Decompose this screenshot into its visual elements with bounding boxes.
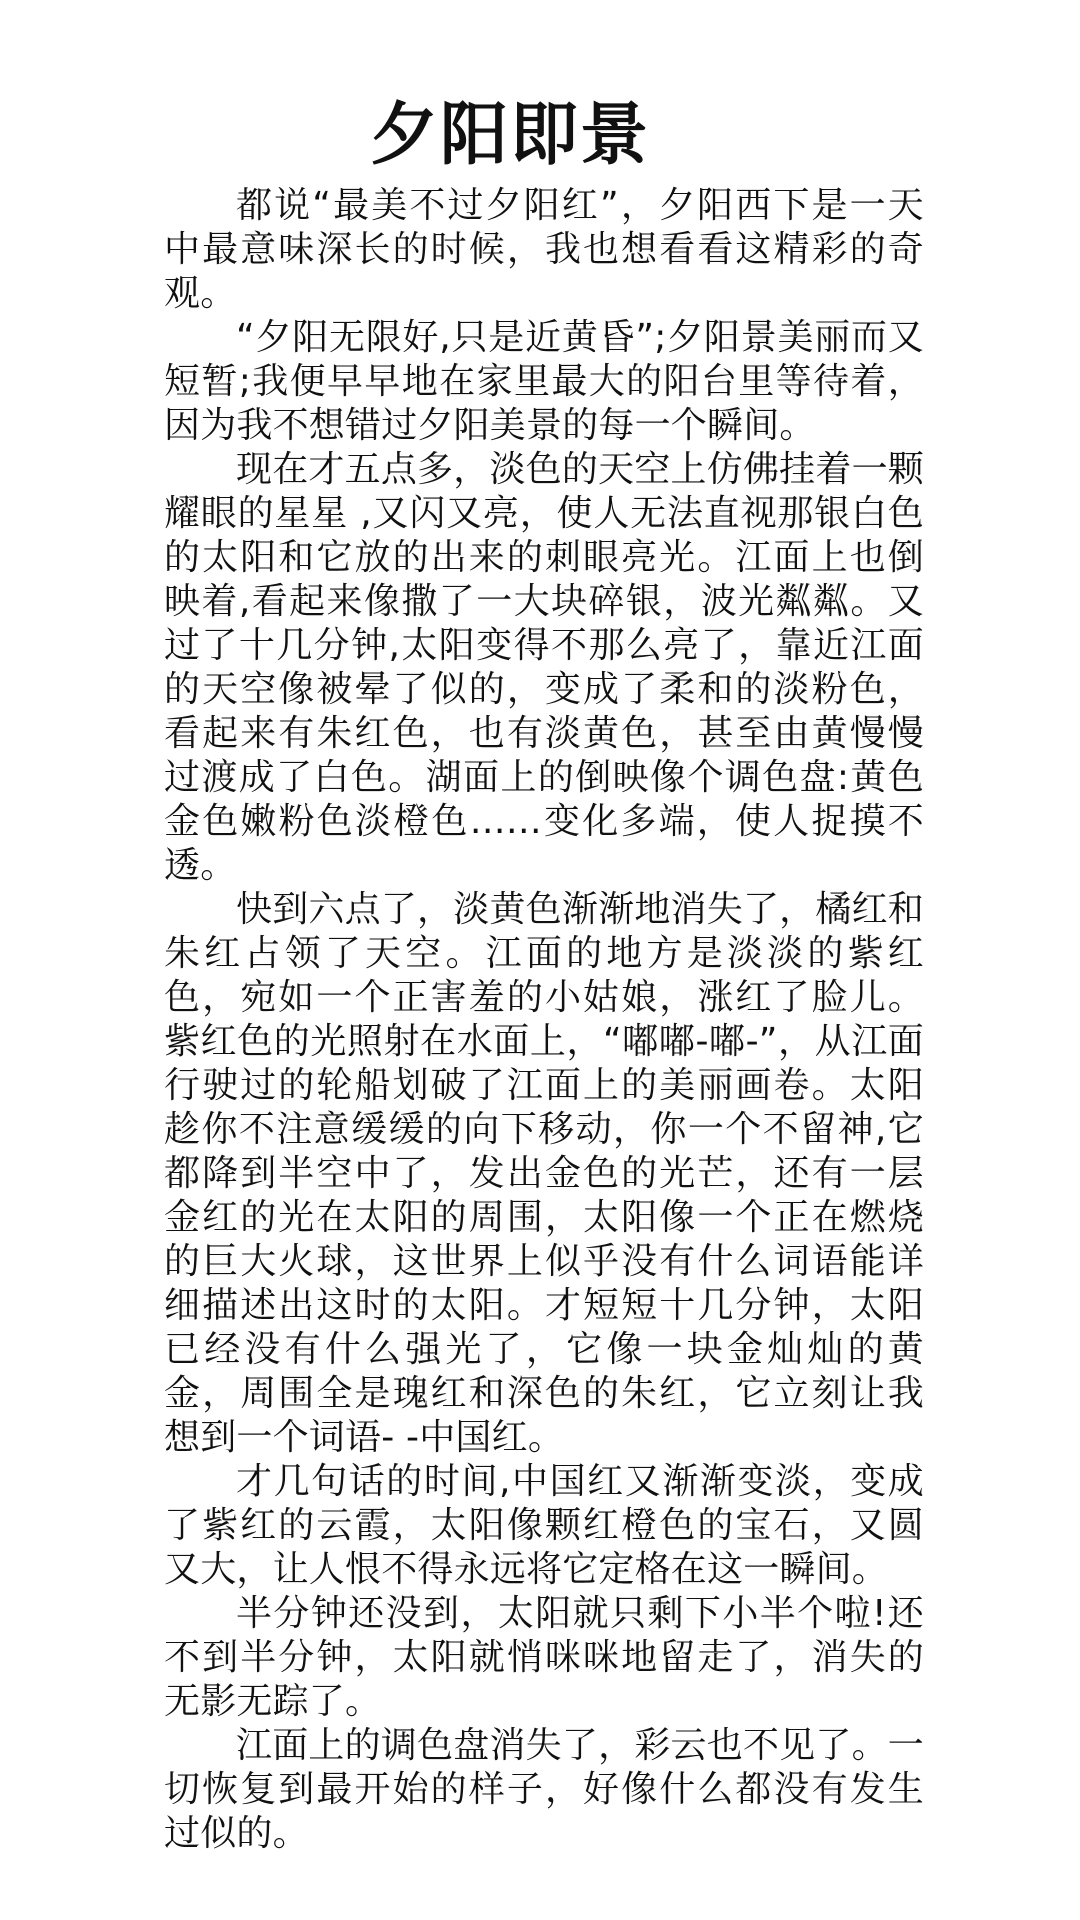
essay-paragraph-2: “夕阳无限好,只是近黄昏”;夕阳景美丽而又短暂;我便早早地在家里最大的阳台里等待着，因为我不想错过夕阳美景的每一个瞬间。: [164, 317, 924, 446]
essay-paragraph-6: 半分钟还没到，太阳就只剩下小半个啦!还不到半分钟，太阳就悄咪咪地留走了，消失的无影无踪了。: [164, 1593, 924, 1722]
essay-body: [164, 184, 924, 1856]
essay-paragraph-3: 现在才五点多，淡色的天空上仿佛挂着一颗耀眼的星星 ,又闪又亮，使人无法直视那银白色的太阳和它放的出来的刺眼亮光。江面上也倒映着,看起来像撒了一大块碎银，波光粼粼。又过了十几分钟,太阳变得不那么亮了，靠近江面的天空像被晕了似的，变成了柔和的淡粉色，看起来有朱红色，也有淡黄色，甚至由黄慢慢过渡成了白色。湖面上的倒映像个调色盘:黄色金色嫩粉色淡橙色……变化多端，使人捉摸不透。: [164, 449, 924, 886]
essay-paragraph-4: 快到六点了，淡黄色渐渐地消失了，橘红和朱红占领了天空。江面的地方是淡淡的紫红色，宛如一个正害羞的小姑娘，涨红了脸儿。紫红色的光照射在水面上，“嘟嘟-嘟-”，从江面行驶过的轮船划破了江面上的美丽画卷。太阳趁你不注意缓缓的向下移动，你一个不留神,它都降到半空中了，发出金色的光芒，还有一层金红的光在太阳的周围，太阳像一个正在燃烧的巨大火球，这世界上似乎没有什么词语能详细描述出这时的太阳。才短短十几分钟，太阳已经没有什么强光了，它像一块金灿灿的黄金，周围全是瑰红和深色的朱红，它立刻让我想到一个词语- -中国红。: [164, 889, 924, 1458]
essay-paragraph-1: 都说“最美不过夕阳红”，夕阳西下是一天中最意味深长的时候，我也想看看这精彩的奇观。: [164, 185, 924, 314]
essay-paragraph-7: 江面上的调色盘消失了，彩云也不见了。一切恢复到最开始的样子，好像什么都没有发生过似的。: [164, 1725, 924, 1854]
essay-paragraph-5: 才几句话的时间,中国红又渐渐变淡，变成了紫红的云霞，太阳像颗红橙色的宝石，又圆又大，让人恨不得永远将它定格在这一瞬间。: [164, 1461, 924, 1590]
essay-title: 夕阳即景: [369, 96, 650, 175]
